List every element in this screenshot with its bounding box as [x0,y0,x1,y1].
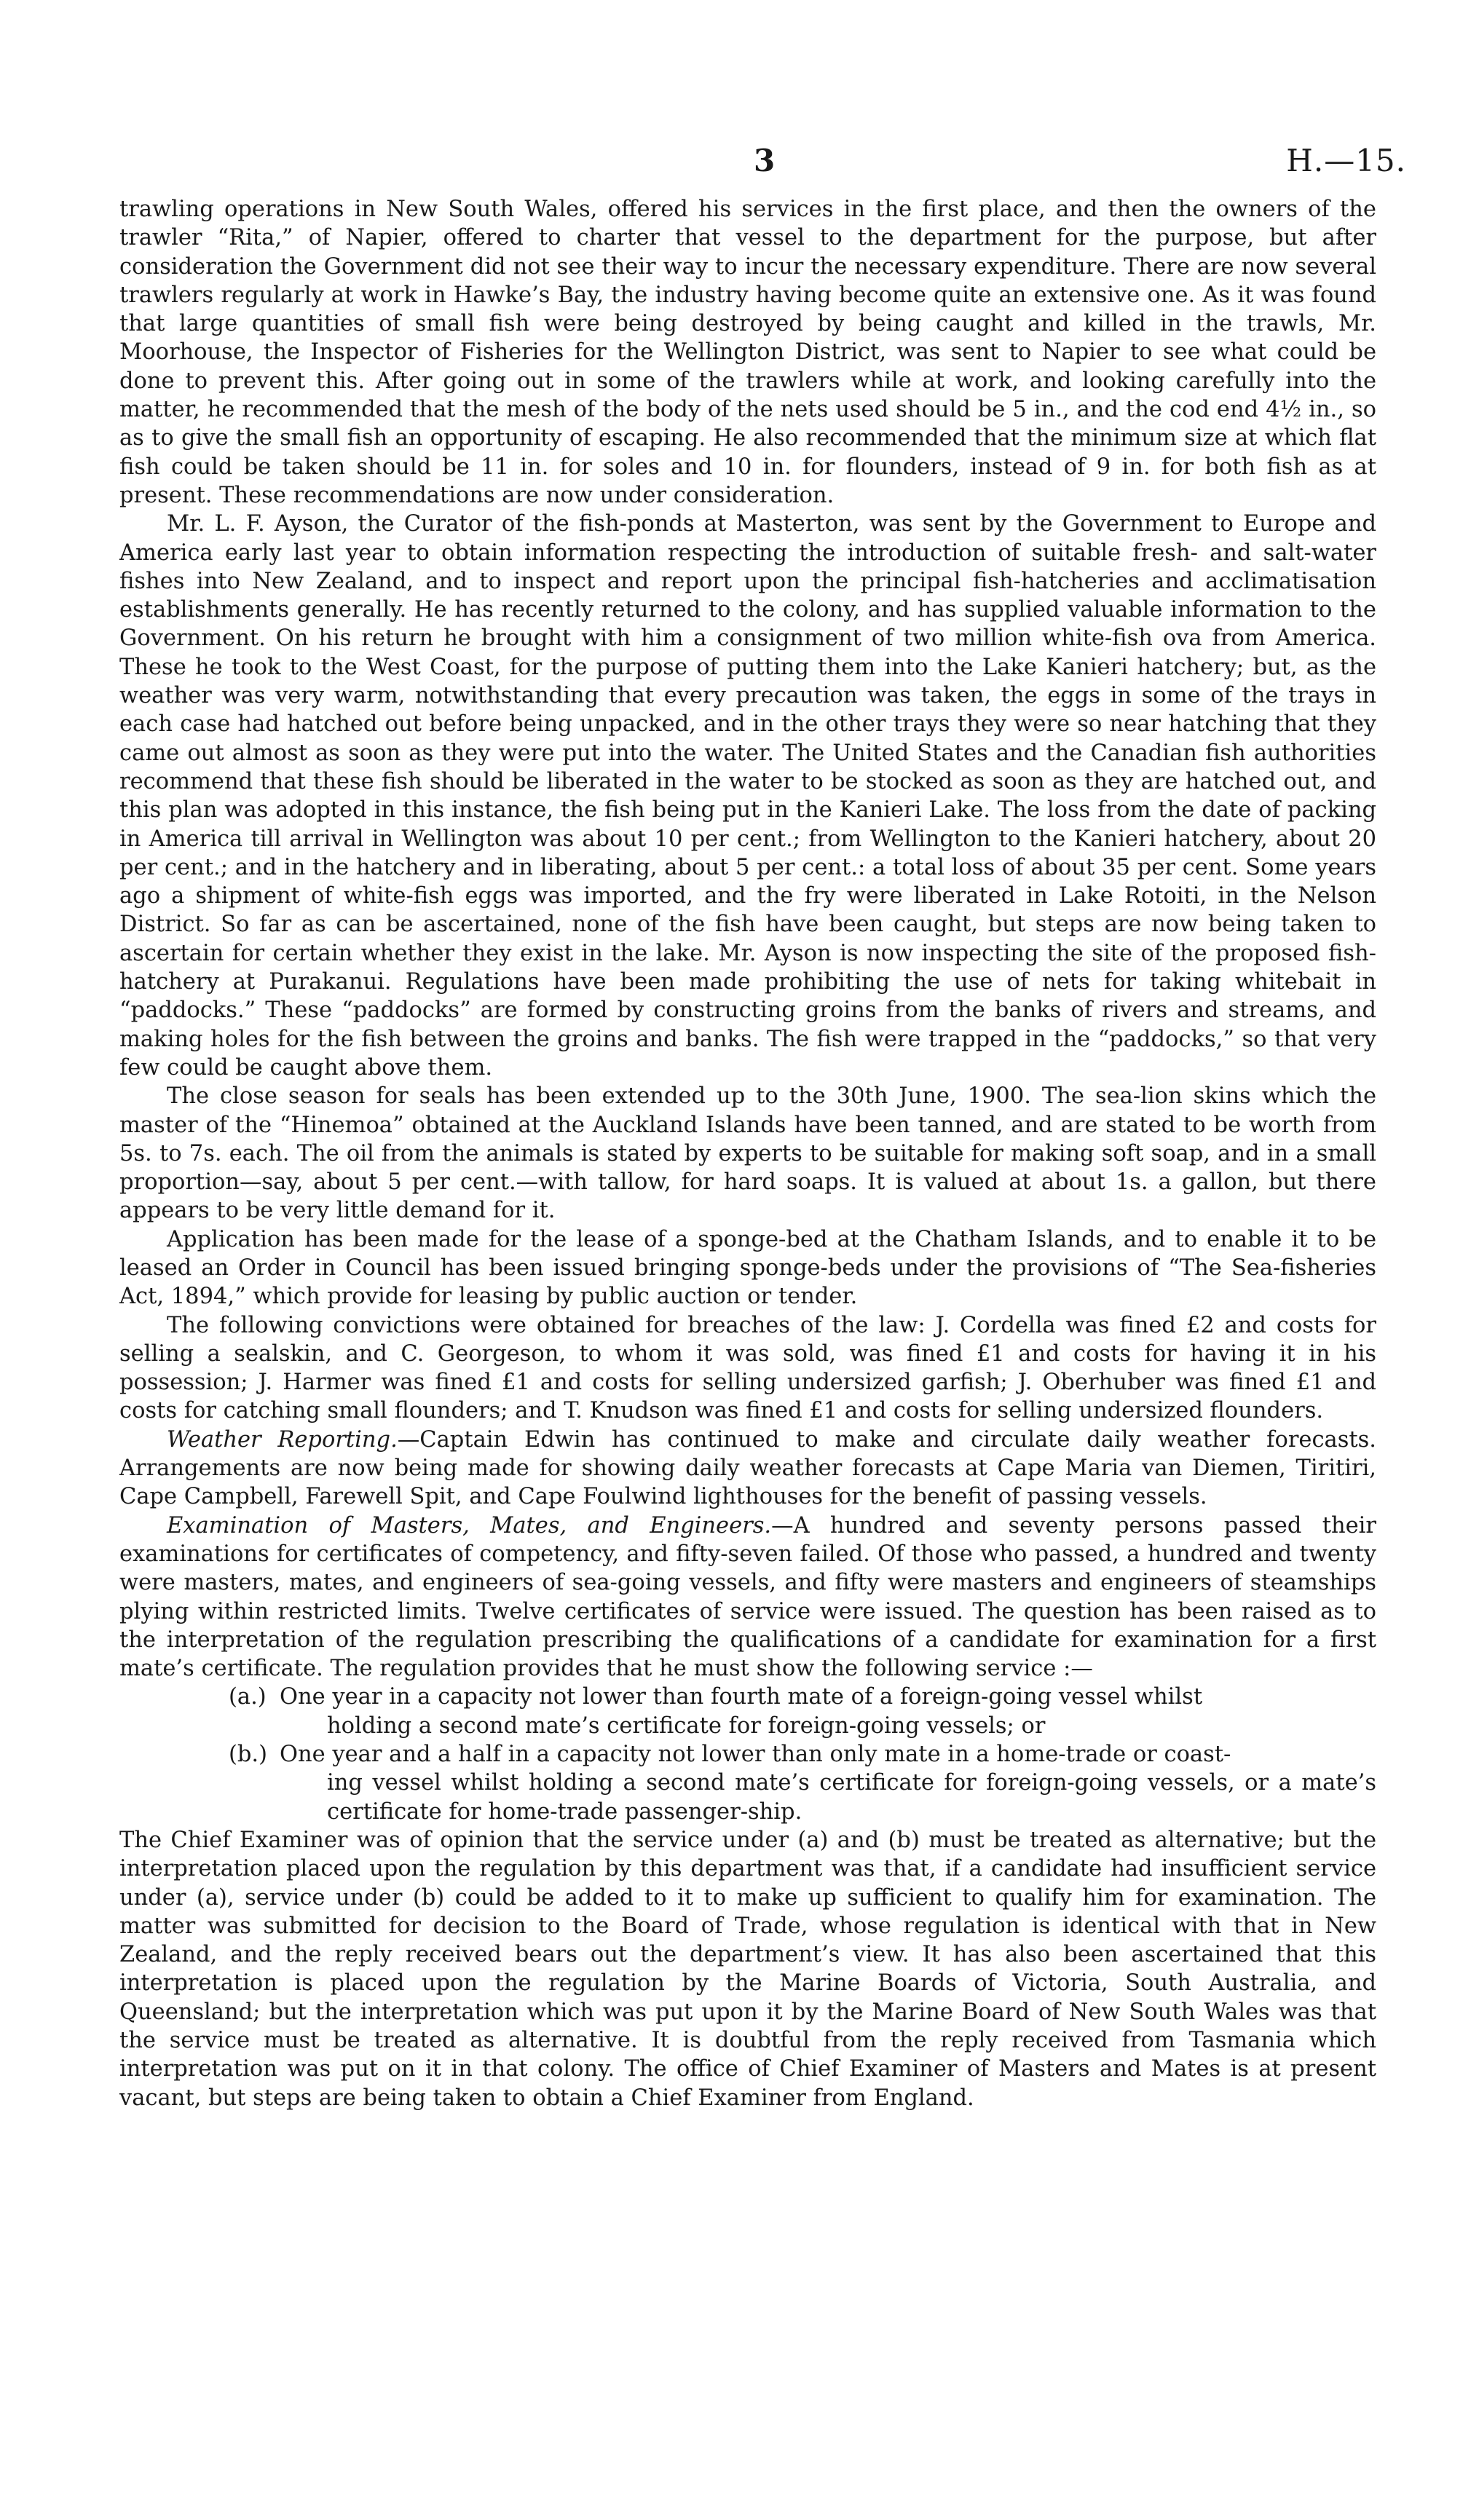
clause-text [280,1683,1376,1740]
examination-heading: Examination of Masters, Mates, and Engineers. [167,1512,772,1539]
clause-a [119,1683,1376,1740]
document-body [119,195,1376,2112]
weather-text: —Captain Edwin has continued to make and circulate daily weather forecasts. Arrangements are now being made for showing daily weather forecasts at Cape Maria van Diemen, Tiritiri, Cape Campbell, Farewell Spit, and Cape Foulwind lighthouses for the benefit of passing vessels. [119,1426,1376,1510]
document-reference: H.—15. [1286,143,1406,178]
paragraph-seals: The close season for seals has been extended up to the 30th June, 1900. The sea-lion skins which the master of the “Hinemoa” obtained at the Auckland Islands have been tanned, and are stated to be worth from 5s. to 7s. each. The oil from the animals is stated by experts to be suitable for making soft soap, and in a small proportion—say, about 5 per cent.—with tallow, for hard soaps. It is valued at about 1s. a gallon, but there appears to be very little demand for it. [119,1083,1376,1224]
clause-label: (b.) [229,1742,268,1768]
paragraph-trawling: trawling operations in New South Wales, offered his services in the first place, and then the owners of the trawler “Rita,” of Napier, offered to charter that vessel to the department for the purpose, but after consideration the Government did not see their way to incur the necessary expenditure. There are now several trawlers regularly at work in Hawke’s Bay, the industry having become quite an extensive one. As it was found that large quantities of small fish were being destroyed by being caught and killed in the trawls, Mr. Moorhouse, the Inspector of Fisheries for the Wellington District, was sent to Napier to see what could be done to prevent this. After going out in some of the trawlers while at work, and looking carefully into the matter, he recommended that the mesh of the body of the nets used should be 5 in., and the cod end 4½ in., so as to give the small fish an opportunity of escaping. He also recommended that the minimum size at which flat fish could be taken should be 11 in. for soles and 10 in. for flounders, instead of 9 in. for both fish as at present. These recommendations are now under consideration. [119,197,1376,508]
clause-text [280,1740,1376,1826]
paragraph-examination [119,1512,1376,1683]
paragraph-weather-reporting [119,1426,1376,1512]
weather-heading: Weather Reporting. [167,1426,398,1453]
paragraph-sponge-bed: Application has been made for the lease of a sponge-bed at the Chatham Islands, and to enable it to be leased an Order in Council has been issued bringing sponge-beds under the provisions of “The Sea-fisheries Act, 1894,” which provide for leasing by public auction or tender. [119,1226,1376,1310]
page-header [0,143,1479,186]
clause-first-line: One year and a half in a capacity not lower than only mate in a home-trade or coast- [280,1742,1231,1768]
examination-text: —A hundred and seventy persons passed their examinations for certificates of competency, and fifty-seven failed. Of those who passed, a hundred and twenty were masters, mates, and engineers of sea-going vessels, and fifty were masters and engineers of steamships plying within restricted limits. Twelve certificates of service were issued. The question has been raised as to the interpretation of the regulation prescribing the qualifications of a candidate for examination for a first mate’s certificate. The regulation provides that he must show the following service :— [119,1512,1376,1682]
clause-continuation: holding a second mate’s certificate for foreign-going vessels; or [327,1713,1046,1739]
paragraph-convictions: The following convictions were obtained for breaches of the law: J. Cordella was fined £2 and costs for selling a sealskin, and C. Georgeson, to whom it was sold, was fined £1 and costs for having it in his possession; J. Harmer was fined £1 and costs for selling undersized garfish; J. Oberhuber was fined £1 and costs for catching small flounders; and T. Knudson was fined £1 and costs for selling undersized flounders. [119,1312,1376,1424]
clause-first-line: One year in a capacity not lower than fourth mate of a foreign-going vessel whilst [280,1684,1203,1710]
clause-label: (a.) [229,1684,267,1710]
page-number: 3 [754,143,776,178]
service-clauses [119,1683,1376,1825]
clause-continuation: ing vessel whilst holding a second mate’s certificate for foreign-going vessels, or a mate’s certificate for home-trade passenger-ship. [327,1770,1376,1825]
paragraph-chief-examiner: The Chief Examiner was of opinion that the service under (a) and (b) must be treated as alternative; but the interpretation placed upon the regulation by this department was that, if a candidate had insufficient service under (a), service under (b) could be added to it to make up sufficient to qualify him for examination. The matter was submitted for decision to the Board of Trade, whose regulation is identical with that in New Zealand, and the reply received bears out the department’s view. It has also been ascertained that this interpretation is placed upon the regulation by the Marine Boards of Victoria, South Australia, and Queensland; but the interpretation which was put upon it by the Marine Board of New South Wales was that the service must be treated as alternative. It is doubtful from the reply received from Tasmania which interpretation was put on it in that colony. The office of Chief Examiner of Masters and Mates is at present vacant, but steps are being taken to obtain a Chief Examiner from England. [119,1827,1376,2111]
clause-b [119,1740,1376,1826]
paragraph-ayson: Mr. L. F. Ayson, the Curator of the fish-ponds at Masterton, was sent by the Government to Europe and America early last year to obtain information respecting the introduction of suitable fresh- and salt-water fishes into New Zealand, and to inspect and report upon the principal fish-hatcheries and acclimatisation establishments generally. He has recently returned to the colony, and has supplied valuable information to the Government. On his return he brought with him a consignment of two million white-fish ova from America. These he took to the West Coast, for the purpose of putting them into the Lake Kanieri hatchery; but, as the weather was very warm, notwithstanding that every precaution was taken, the eggs in some of the trays in each case had hatched out before being unpacked, and in the other trays they were so near hatching that they came out almost as soon as they were put into the water. The United States and the Canadian fish authorities recommend that these fish should be liberated in the water to be stocked as soon as they are hatched out, and this plan was adopted in this instance, the fish being put in the Kanieri Lake. The loss from the date of packing in America till arrival in Wellington was about 10 per cent.; from Wellington to the Kanieri hatchery, about 20 per cent.; and in the hatchery and in liberating, about 5 per cent.: a total loss of about 35 per cent. Some years ago a shipment of white-fish eggs was imported, and the fry were liberated in Lake Rotoiti, in the Nelson District. So far as can be ascertained, none of the fish have been caught, but steps are now being taken to ascertain for certain whether they exist in the lake. Mr. Ayson is now inspecting the site of the proposed fish-hatchery at Purakanui. Regulations have been made prohibiting the use of nets for taking whitebait in “paddocks.” These “paddocks” are formed by constructing groins from the banks of rivers and streams, and making holes for the fish between the groins and banks. The fish were trapped in the “paddocks,” so that very few could be caught above them. [119,511,1376,1081]
